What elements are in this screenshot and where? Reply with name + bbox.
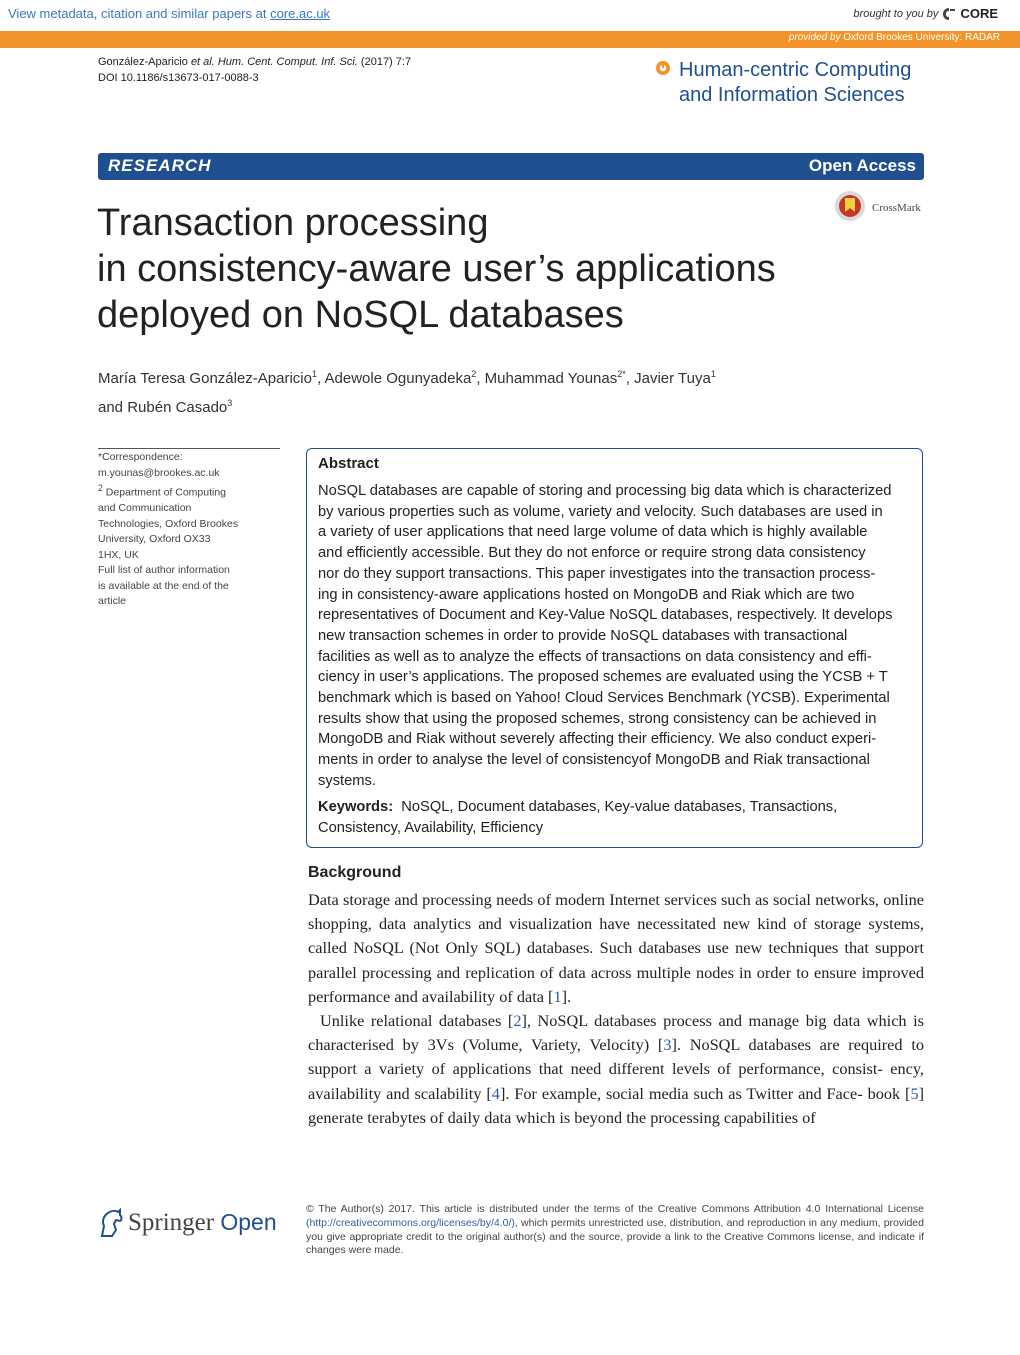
keywords-label: Keywords: xyxy=(318,799,394,815)
citation-authors: González-Aparicio xyxy=(98,56,188,68)
citation-ref[interactable]: 1 xyxy=(553,986,562,1006)
correspondence-sidebar xyxy=(98,450,278,610)
citation-etal: et al. xyxy=(190,56,215,68)
license-url-link[interactable]: (http://creativecommons.org/licenses/by/4.0/) xyxy=(306,1216,515,1229)
abstract-line: benchmark which is based on Yahoo! Cloud Services Benchmark (YCSB). Experimental xyxy=(318,690,890,707)
license-notice: © The Author(s) 2017. This article is distributed under the terms of the Creative Commons Attribution 4.0 International License (http://creativecommons.org/licenses/by/4.0/), which permits unrestricted use, distribution, and reproduction in any medium, provided you give appropriate credit to the original author(s) and the source, provide a link to the Creative Commons license, and indicate if changes were made. xyxy=(306,1203,924,1257)
affiliation-line: Technologies, Oxford Brookes xyxy=(98,517,239,530)
core-left-text: View metadata, citation and similar papers at xyxy=(8,6,267,21)
springer-open-logo xyxy=(128,1209,277,1237)
abstract-line: facilities as well as to analyze the effects of transactions on data consistency and effi- xyxy=(318,648,872,665)
affiliation-line: 1HX, UK xyxy=(98,548,139,561)
citation-ref[interactable]: 5 xyxy=(910,1083,919,1103)
abstract-line: ing in consistency-aware applications hosted on MongoDB and Riak which are two xyxy=(318,586,855,603)
core-logo-icon xyxy=(942,7,956,21)
open-access-label: Open Access xyxy=(808,156,916,175)
affiliation-line: University, Oxford OX33 xyxy=(98,533,211,545)
full-list-line: Full list of author information xyxy=(98,564,230,576)
abstract-line: ments in order to analyse the level of consistencyof MongoDB and Riak transactional xyxy=(318,752,870,769)
paragraph: Data storage and processing needs of modern Internet services such as social networks, online shopping, data analytics and visualization have necessitated new kind of storage systems, called NoSQL (Not Only SQL) databases. Such databases use new techniques that support parallel processing and replication of data across multiple nodes in order to ensure improved performance and availability of data [1]. xyxy=(308,890,925,1006)
abstract-line: representatives of Document and Key-Value NoSQL databases, respectively. It develops xyxy=(318,607,893,624)
author-name[interactable]: Javier Tuya xyxy=(634,370,711,387)
title-line: deployed on NoSQL databases xyxy=(97,294,624,336)
abstract-line: new transaction schemes in order to provide NoSQL databases with transactional xyxy=(318,627,848,644)
doi: DOI 10.1186/s13673-017-0088-3 xyxy=(98,72,259,84)
journal-logo-icon xyxy=(655,60,671,76)
brought-to-you-text: brought to you by xyxy=(853,7,939,20)
springer-horse-icon xyxy=(98,1208,124,1238)
provided-label: provided by xyxy=(788,32,841,43)
citation-line xyxy=(98,56,411,68)
paragraph: Unlike relational databases [2], NoSQL databases process and manage big data which is characterised by 3Vs (Volume, Variety, Velocity) [3]. NoSQL databases are required to support a variety of applications that need different levels of performance, consist- ency, availability and scalability [4]. For example, social media such as Twitter and Face- book [5] generate terabytes of daily data which is beyond the processing capabilities of xyxy=(308,1011,925,1127)
author-name[interactable]: María Teresa González-Aparicio xyxy=(98,370,312,387)
journal-name xyxy=(679,58,911,108)
abstract-line: results show that using the proposed schemes, strong consistency can be achieved in xyxy=(318,710,877,727)
core-brought-by[interactable] xyxy=(853,6,998,21)
abstract-body xyxy=(318,481,914,792)
title-line: in consistency-aware user’s applications xyxy=(97,248,776,290)
keywords xyxy=(318,797,914,838)
author-affil: 3 xyxy=(227,398,233,408)
author-affil: 2* xyxy=(617,369,626,379)
affiliation-sup: 2 xyxy=(98,483,103,493)
keywords-line: NoSQL, Document databases, Key-value databases, Transactions, xyxy=(401,799,838,815)
sidebar-rule xyxy=(98,448,280,449)
abstract-line: ciency in user’s applications. The proposed schemes are evaluated using the YCSB + T xyxy=(318,669,888,686)
article-title xyxy=(97,200,817,338)
springer-word: Springer xyxy=(128,1209,215,1236)
author-affil: 1 xyxy=(710,369,716,379)
citation-ref[interactable]: 4 xyxy=(491,1083,500,1103)
article-type-bar xyxy=(98,153,924,180)
background-body xyxy=(308,888,924,1130)
open-word: Open xyxy=(220,1209,277,1235)
correspondence-email[interactable]: m.younas@brookes.ac.uk xyxy=(98,466,220,479)
core-metadata-link[interactable] xyxy=(8,6,330,21)
abstract-line: systems. xyxy=(318,772,376,789)
abstract-line: nor do they support transactions. This paper investigates into the transaction process- xyxy=(318,565,876,582)
keywords-line: Consistency, Availability, Efficiency xyxy=(318,819,544,836)
author-name[interactable]: Muhammad Younas xyxy=(484,370,618,387)
full-list-line: is available at the end of the xyxy=(98,579,229,592)
affiliation-line: $^2$ Department of Computing xyxy=(98,483,227,499)
author-affil: 1 xyxy=(311,369,317,379)
author-name[interactable]: Rubén Casado xyxy=(127,399,228,416)
crossmark-label[interactable]: CrossMark xyxy=(872,202,921,214)
author-affil: 2 xyxy=(471,369,477,379)
abstract-line: NoSQL databases are capable of storing and processing big data which is characterized xyxy=(318,483,892,499)
core-ac-uk-link[interactable]: core.ac.uk xyxy=(270,6,331,21)
abstract-heading: Abstract xyxy=(318,455,379,472)
citation-journal: Hum. Cent. Comput. Inf. Sci. xyxy=(217,56,358,68)
article-type-label: RESEARCH xyxy=(108,156,212,175)
provided-by-text[interactable] xyxy=(789,32,1000,43)
citation-ref[interactable]: 3 xyxy=(663,1035,672,1055)
correspondence-label: *Correspondence: xyxy=(98,451,183,463)
section-heading-background: Background xyxy=(308,864,402,881)
author-name[interactable]: Adewole Ogunyadeka xyxy=(324,370,472,387)
abstract-line: by various properties such as volume, variety and velocity. Such databases are used in xyxy=(318,503,883,520)
abstract-line: a variety of user applications that need large volume of data which is highly available xyxy=(318,524,868,541)
citation-year-vol: (2017) 7:7 xyxy=(360,56,412,68)
journal-name-line2: and Information Sciences xyxy=(679,84,905,106)
journal-name-line1: Human-centric Computing xyxy=(679,59,912,81)
abstract-line: MongoDB and Riak without severely affecting their efficiency. We also conduct experi- xyxy=(318,731,877,748)
crossmark-icon[interactable] xyxy=(834,190,866,222)
affiliation-line: and Communication xyxy=(98,502,192,514)
author-list: María Teresa González-Aparicio$^1$, Adewole Ogunyadeka$^2$, Muhammad Younas$^{2*}$, Javier Tuya$^1$ and Rubén Casado$^3$ xyxy=(98,369,716,416)
title-line: Transaction processing xyxy=(97,202,489,244)
citation-ref[interactable]: 2 xyxy=(513,1011,522,1031)
provided-institution: Oxford Brookes University: RADAR xyxy=(843,32,1000,43)
core-brand: CORE xyxy=(960,6,998,21)
abstract-line: and efficiently accessible. But they do not enforce or require strong data consistency xyxy=(318,545,866,562)
full-list-line: article xyxy=(98,595,127,607)
